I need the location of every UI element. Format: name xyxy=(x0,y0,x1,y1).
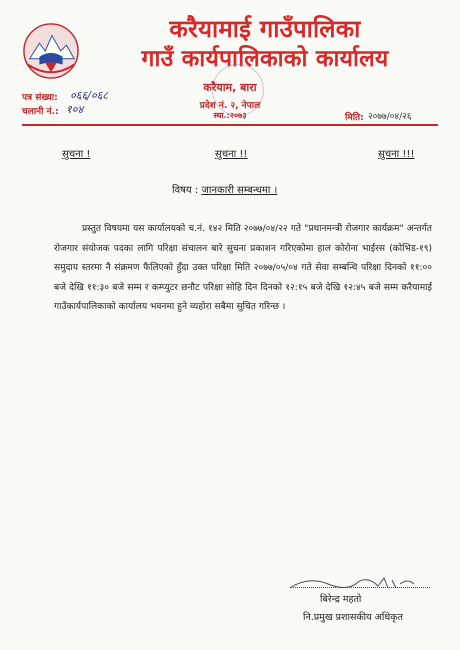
letter-body xyxy=(54,220,432,318)
signature-line xyxy=(290,587,430,588)
subject-line xyxy=(172,182,277,196)
date-label: मिति: xyxy=(345,113,364,123)
reference-number-value: ०६६/०६८ xyxy=(70,89,109,102)
reference-number-label: पत्र संख्या: xyxy=(22,93,58,103)
office-subtitle: गाउँ कार्यपालिकाको कार्यालय xyxy=(141,46,389,72)
signatory-name: बिरेन्द्र महतो xyxy=(320,594,362,605)
subject-value: जानकारी सम्बन्धमा । xyxy=(201,185,278,196)
date-value: २०७७/०४/२६ xyxy=(368,112,412,122)
header-divider xyxy=(22,124,438,126)
office-name: करैयामाई गाउँपालिका xyxy=(169,15,361,43)
handwritten-signature xyxy=(288,574,418,592)
signatory-title: नि.प्रमुख प्रशासकीय अधिकृत xyxy=(303,612,403,623)
address-line-2: प्रदेश नं. २, नेपाल xyxy=(199,101,261,111)
nepal-emblem-icon xyxy=(22,22,80,80)
notice-heading-3: सुचना !!! xyxy=(378,149,415,160)
address-line-1: करैयाम, बारा xyxy=(203,81,257,94)
address-line-3: स्था.:२०७३ xyxy=(213,111,247,120)
notice-heading-1: सुचना ! xyxy=(62,149,91,160)
dispatch-number-value: १०४ xyxy=(66,103,84,116)
subject-label: विषय : xyxy=(172,185,199,196)
dispatch-number-label: चलानी नं.: xyxy=(22,107,59,117)
notice-heading-2: सुचना !! xyxy=(215,149,248,160)
body-paragraph: प्रस्तुत विषयमा यस कार्यालयको च.नं. १४२ मिति २०७७/०४/२२ गते "प्रधानमन्त्री रोजगार कार्यक्रम" अन्तर्गत रोजगार संयोजक पदका लागि परिक्षा संचालन बारे सुचना प्रकाशन गरिएकोमा हाल कोरोना भाईरस (कोभिड-१९) समुदाय स्तरमा नै संक्रमण फैलिएको हुँदा उक्त परिक्षा मिति २०७७/०५/०४ गते सेवा सम्बन्धि परिक्षा दिनको ११:०० बजे देखि ११:३० बजे सम्म र कम्प्युटर छनौट परिक्षा सोहि दिन दिनको १२:१५ बजे देखि १२:४५ बजे सम्म करैयामाई गाउँकार्यपालिकाको कार्यालय भवनमा हुने व्यहोरा सबैमा सुचित गरिन्छ । xyxy=(54,224,432,312)
